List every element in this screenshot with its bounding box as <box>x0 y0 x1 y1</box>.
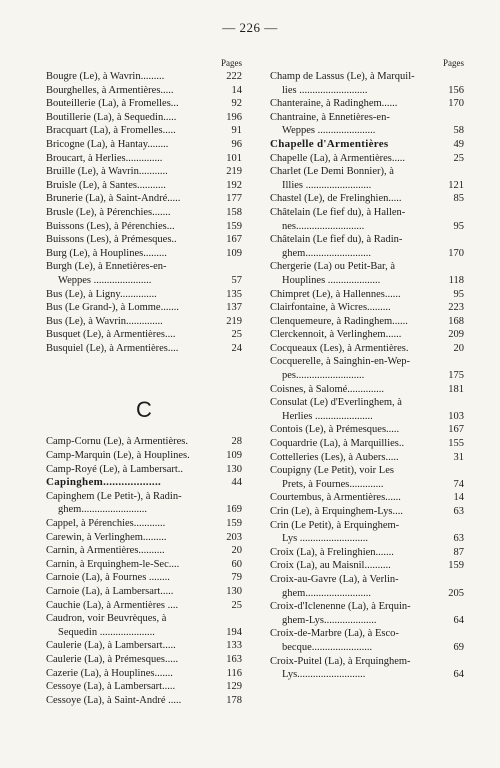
entry-text: Carnin, à Erquinghem-le-Sec.... <box>46 558 180 570</box>
index-entry <box>270 124 464 138</box>
page-number: 20 <box>453 342 464 354</box>
entry-text: Carewin, à Verlinghem......... <box>46 531 167 543</box>
entry-text: pes.......................... <box>282 370 365 382</box>
page-number: 169 <box>226 504 242 516</box>
page-number: 170 <box>448 247 464 259</box>
index-entry <box>46 476 242 490</box>
entry-text: Burgh (Le), à Ennetières-en- <box>46 261 167 273</box>
page-number: 203 <box>226 531 242 543</box>
page-number: 159 <box>448 560 464 572</box>
entry-text: Capinghem (Le Petit-), à Radin- <box>46 490 182 502</box>
index-entry <box>46 639 242 653</box>
page-number: 14 <box>453 492 464 504</box>
index-entry <box>46 517 242 531</box>
entry-text: Cappel, à Pérenchies............ <box>46 518 166 530</box>
page-number: 205 <box>448 587 464 599</box>
entry-text: Cottelleries (Les), à Aubers..... <box>270 451 399 463</box>
index-entry <box>270 478 464 492</box>
index-entry <box>46 680 242 694</box>
index-entry <box>270 532 464 546</box>
entry-text: Bouteillerie (La), à Fromelles... <box>46 98 179 110</box>
index-entry <box>270 260 464 274</box>
index-entry <box>46 342 242 356</box>
page-number: 181 <box>448 383 464 395</box>
page-number: 159 <box>226 220 242 232</box>
entry-text: ghem......................... <box>58 504 147 516</box>
entry-text: becque....................... <box>282 641 373 653</box>
index-entry <box>270 301 464 315</box>
entry-text: Lys.......................... <box>282 669 366 681</box>
page-number: 156 <box>448 84 464 96</box>
entry-text: Chanteraine, à Radinghem...... <box>270 98 398 110</box>
page-number: 74 <box>453 478 464 490</box>
index-entry <box>270 437 464 451</box>
index-entry <box>270 573 464 587</box>
page-number: 118 <box>448 274 464 286</box>
index-entry <box>270 247 464 261</box>
index-entry <box>270 70 464 84</box>
entry-text: Croix (La), à Frelinghien....... <box>270 546 394 558</box>
entry-text: Camp-Cornu (Le), à Armentières. <box>46 436 188 448</box>
index-entry <box>46 206 242 220</box>
entry-text: ghem......................... <box>282 587 371 599</box>
index-entry <box>270 627 464 641</box>
index-entry <box>270 491 464 505</box>
entry-text: Cocquerelle, à Sainghin-en-Wep- <box>270 356 410 368</box>
entry-text: Croix-Puitel (La), à Erquinghem- <box>270 655 411 667</box>
entry-text: Boutillerie (La), à Sequedin..... <box>46 111 177 123</box>
entry-text: Carnin, à Armentières.......... <box>46 545 165 557</box>
left-column <box>46 56 242 707</box>
index-entry <box>270 138 464 152</box>
index-entry <box>46 571 242 585</box>
index-entry <box>270 505 464 519</box>
index-entry <box>270 220 464 234</box>
index-entry <box>46 152 242 166</box>
index-entry <box>270 410 464 424</box>
page-number: 64 <box>453 614 464 626</box>
entry-text: Illies ......................... <box>282 179 372 191</box>
page-number: 130 <box>226 463 242 475</box>
index-entry <box>270 274 464 288</box>
entry-text: Lys .......................... <box>282 533 369 545</box>
index-entry <box>270 165 464 179</box>
index-entry <box>46 247 242 261</box>
page-number: 28 <box>231 436 242 448</box>
entry-text: Chapelle (La), à Armentières..... <box>270 152 405 164</box>
index-entry <box>46 288 242 302</box>
index-entry <box>46 490 242 504</box>
index-entry <box>270 587 464 601</box>
page-number: 133 <box>226 640 242 652</box>
index-entry <box>270 328 464 342</box>
index-entry <box>46 233 242 247</box>
entries-c <box>46 435 242 707</box>
page-number: 44 <box>231 477 242 489</box>
entry-text: Châtelain (Le fief du), à Hallen- <box>270 206 406 218</box>
entry-text: Coupigny (Le Petit), voir Les <box>270 465 394 477</box>
index-entry <box>270 233 464 247</box>
entry-text: Chapelle d'Armentières <box>270 137 389 150</box>
entry-text: Charlet (Le Demi Bonnier), à <box>270 166 394 178</box>
entry-text: Cessoye (La), à Lambersart..... <box>46 681 176 693</box>
index-entry <box>46 301 242 315</box>
index-entry <box>46 626 242 640</box>
entry-text: Clenquemeure, à Radinghem...... <box>270 315 408 327</box>
page-number: 63 <box>453 506 464 517</box>
index-entry <box>46 503 242 517</box>
entry-text: Consulat (Le) d'Everlinghem, à <box>270 397 402 409</box>
index-entry <box>46 260 242 274</box>
entry-text: Coquardrie (La), à Marquillies.. <box>270 438 405 450</box>
page-number: 109 <box>226 450 242 462</box>
index-entry <box>46 612 242 626</box>
entry-text: Croix-au-Gavre (La), à Verlin- <box>270 573 399 585</box>
entry-text: Bus (Le), à Ligny.............. <box>46 288 157 300</box>
page-number: 163 <box>226 653 242 665</box>
page-number: 96 <box>231 138 242 150</box>
entry-text: Cauchie (La), à Armentières .... <box>46 599 179 611</box>
index-entry <box>46 70 242 84</box>
page-number: 137 <box>226 302 242 314</box>
page-number: 170 <box>448 98 464 110</box>
page-number: 129 <box>226 681 242 693</box>
index-entry <box>270 423 464 437</box>
index-entry <box>270 288 464 302</box>
index-entry <box>270 464 464 478</box>
page-number: 155 <box>448 438 464 450</box>
page-number: 14 <box>231 84 242 96</box>
index-entry <box>46 179 242 193</box>
page-number: 87 <box>453 546 464 558</box>
entry-text: Bruille (Le), à Wavrin........... <box>46 166 168 178</box>
index-entry <box>46 531 242 545</box>
entry-text: Burg (Le), à Houplines......... <box>46 247 167 259</box>
page-number: 64 <box>453 669 464 681</box>
index-entry <box>46 558 242 572</box>
page-number: 196 <box>226 111 242 123</box>
entry-text: Bruisle (Le), à Santes........... <box>46 179 166 191</box>
index-entry <box>46 111 242 125</box>
entry-text: Caulerie (La), à Prémesques..... <box>46 653 179 665</box>
entry-text: Camp-Marquin (Le), à Houplines. <box>46 450 190 462</box>
entry-text: Capinghem................... <box>46 476 162 489</box>
entry-text: Coisnes, à Salomé.............. <box>270 383 385 395</box>
entry-text: Herlies ...................... <box>282 410 373 422</box>
index-entry <box>270 641 464 655</box>
page-number: 192 <box>226 179 242 191</box>
page-number: 223 <box>448 302 464 314</box>
page-number: 177 <box>226 193 242 205</box>
index-entry <box>270 355 464 369</box>
entry-text: Chergerie (La) ou Petit-Bar, à <box>270 261 396 273</box>
index-entry <box>270 97 464 111</box>
entry-text: Sequedin ..................... <box>58 626 155 638</box>
entry-text: Bus (Le Grand-), à Lomme....... <box>46 302 179 314</box>
page-number: 135 <box>226 288 242 300</box>
entry-text: Chastel (Le), de Frelinghien..... <box>270 193 402 205</box>
index-entry <box>270 383 464 397</box>
index-entry <box>46 97 242 111</box>
page-number: 219 <box>226 166 242 178</box>
page-number: 92 <box>231 98 242 110</box>
page-number: 222 <box>226 71 242 82</box>
index-entry <box>46 694 242 708</box>
index-entry <box>46 449 242 463</box>
pages-label: Pages <box>443 58 464 68</box>
index-entry <box>46 463 242 477</box>
entry-text: Buissons (Les), à Prémesques.. <box>46 234 177 246</box>
entry-text: Buissons (Les), à Pérenchies... <box>46 220 175 232</box>
index-entry <box>270 655 464 669</box>
pages-label: Pages <box>221 58 242 68</box>
index-entry <box>46 84 242 98</box>
index-entry <box>270 192 464 206</box>
entry-text: Croix (La), au Maisnil.......... <box>270 560 391 572</box>
page-number: 58 <box>453 125 464 137</box>
entry-text: Chimpret (Le), à Hallennes...... <box>270 288 401 300</box>
index-entry <box>270 559 464 573</box>
entries-b <box>46 70 242 355</box>
page-number: 25 <box>231 599 242 611</box>
page-number: 57 <box>231 274 242 286</box>
entry-text: Crin (Le Petit), à Erquinghem- <box>270 519 400 531</box>
page-number: 85 <box>453 193 464 205</box>
entry-text: Bus (Le), à Wavrin.............. <box>46 315 163 327</box>
page-number: 175 <box>448 370 464 382</box>
entry-text: Prets, à Fournes............. <box>282 478 384 490</box>
page-number: 95 <box>453 288 464 300</box>
entry-text: Weppes ...................... <box>58 274 152 286</box>
entry-text: nes.......................... <box>282 220 365 232</box>
entry-text: Houplines .................... <box>282 274 381 286</box>
page-number: 25 <box>453 152 464 164</box>
page-number: 130 <box>226 586 242 597</box>
entry-text: Bourghelles, à Armentières..... <box>46 84 174 96</box>
entry-text: Clerckennoit, à Verlinghem...... <box>270 329 402 341</box>
page-number: 194 <box>226 626 242 638</box>
page-number: 158 <box>226 206 242 218</box>
entry-text: Busquet (Le), à Armentières.... <box>46 329 176 341</box>
index-entry <box>270 206 464 220</box>
entry-text: Broucart, à Herlies.............. <box>46 152 163 164</box>
page-header: — 226 — <box>222 20 278 35</box>
entry-text: Caulerie (La), à Lambersart..... <box>46 640 176 652</box>
page-number: 209 <box>448 329 464 341</box>
page-number: 20 <box>231 545 242 557</box>
page-number: 219 <box>226 315 242 327</box>
entry-text: ghem-Lys.................... <box>282 614 377 626</box>
entry-text: Châtelain (Le fief du), à Radin- <box>270 234 403 246</box>
index-entry <box>46 585 242 599</box>
page-number: 49 <box>453 138 464 150</box>
index-entry <box>46 192 242 206</box>
page-number: 178 <box>226 694 242 706</box>
right-column <box>270 56 464 682</box>
entry-text: Croix-de-Marbre (La), à Esco- <box>270 628 399 640</box>
entry-text: ghem......................... <box>282 247 371 259</box>
entry-text: Brunerie (La), à Saint-André..... <box>46 193 181 205</box>
entry-text: Caudron, voir Beuvrèques, à <box>46 613 167 625</box>
index-entry <box>270 600 464 614</box>
entry-text: Cocqueaux (Les), à Armentières. <box>270 342 409 354</box>
entry-text: Crin (Le), à Erquinghem-Lys.... <box>270 506 403 517</box>
index-entry <box>46 544 242 558</box>
index-entry <box>270 342 464 356</box>
entry-text: Chantraine, à Ennetières-en- <box>270 111 390 123</box>
page-number: 168 <box>448 315 464 327</box>
section-letter: C <box>136 397 152 423</box>
entry-text: Courtembus, à Armentières...... <box>270 492 401 504</box>
index-entry <box>46 274 242 288</box>
page-number: 101 <box>226 152 242 164</box>
index-entry <box>46 328 242 342</box>
index-entry <box>270 546 464 560</box>
page-number: 63 <box>453 533 464 545</box>
index-entry <box>270 111 464 125</box>
index-entry <box>46 124 242 138</box>
page-number: 79 <box>231 572 242 584</box>
index-entry <box>46 220 242 234</box>
index-entry <box>46 315 242 329</box>
entry-text: Busquiel (Le), à Armentières.... <box>46 342 179 354</box>
entry-text: Camp-Royé (Le), à Lambersart.. <box>46 463 184 475</box>
entry-text: Bracquart (La), à Fromelles..... <box>46 125 176 137</box>
page-number: 60 <box>231 558 242 570</box>
entry-text: Bricogne (La), à Hantay........ <box>46 138 169 150</box>
entry-text: Contois (Le), à Prémesques..... <box>270 424 400 436</box>
index-entry <box>46 138 242 152</box>
page-number: 31 <box>453 451 464 463</box>
index-entry <box>270 668 464 682</box>
index-entry <box>46 165 242 179</box>
page-number: 109 <box>226 247 242 259</box>
page-number: 69 <box>453 641 464 653</box>
index-entry <box>270 369 464 383</box>
entry-text: Carnoie (La), à Fournes ........ <box>46 572 170 584</box>
entries-ch <box>270 70 464 682</box>
index-entry <box>270 152 464 166</box>
index-entry <box>270 519 464 533</box>
entry-text: Champ de Lassus (Le), à Marquil- <box>270 71 415 82</box>
entry-text: Bougre (Le), à Wavrin......... <box>46 71 165 82</box>
entry-text: Cessoye (La), à Saint-André ..... <box>46 694 182 706</box>
page-number: 95 <box>453 220 464 232</box>
page-number: 103 <box>448 410 464 422</box>
entry-text: Croix-d'Iclenenne (La), à Erquin- <box>270 601 411 613</box>
index-entry <box>46 435 242 449</box>
page-number: 91 <box>231 125 242 137</box>
index-entry <box>270 179 464 193</box>
page-number: 116 <box>226 667 242 679</box>
entry-text: Weppes ...................... <box>282 125 376 137</box>
index-entry <box>270 315 464 329</box>
index-entry <box>46 599 242 613</box>
page-number: 167 <box>448 424 464 436</box>
index-entry <box>270 614 464 628</box>
index-entry <box>270 84 464 98</box>
page-number: 121 <box>448 179 464 191</box>
page-number: 25 <box>231 329 242 341</box>
page-number: 167 <box>226 234 242 246</box>
entry-text: Brusle (Le), à Pérenchies....... <box>46 206 171 218</box>
entry-text: Clairfontaine, à Wicres......... <box>270 302 391 314</box>
index-entry <box>270 451 464 465</box>
index-entry <box>46 653 242 667</box>
page-number: 159 <box>226 518 242 530</box>
index-entry <box>270 396 464 410</box>
page-number: 24 <box>231 342 242 354</box>
index-entry <box>46 667 242 681</box>
entry-text: Cazerie (La), à Houplines....... <box>46 667 173 679</box>
entry-text: Carnoie (La), à Lambersart..... <box>46 586 174 597</box>
entry-text: lies .......................... <box>282 84 368 96</box>
